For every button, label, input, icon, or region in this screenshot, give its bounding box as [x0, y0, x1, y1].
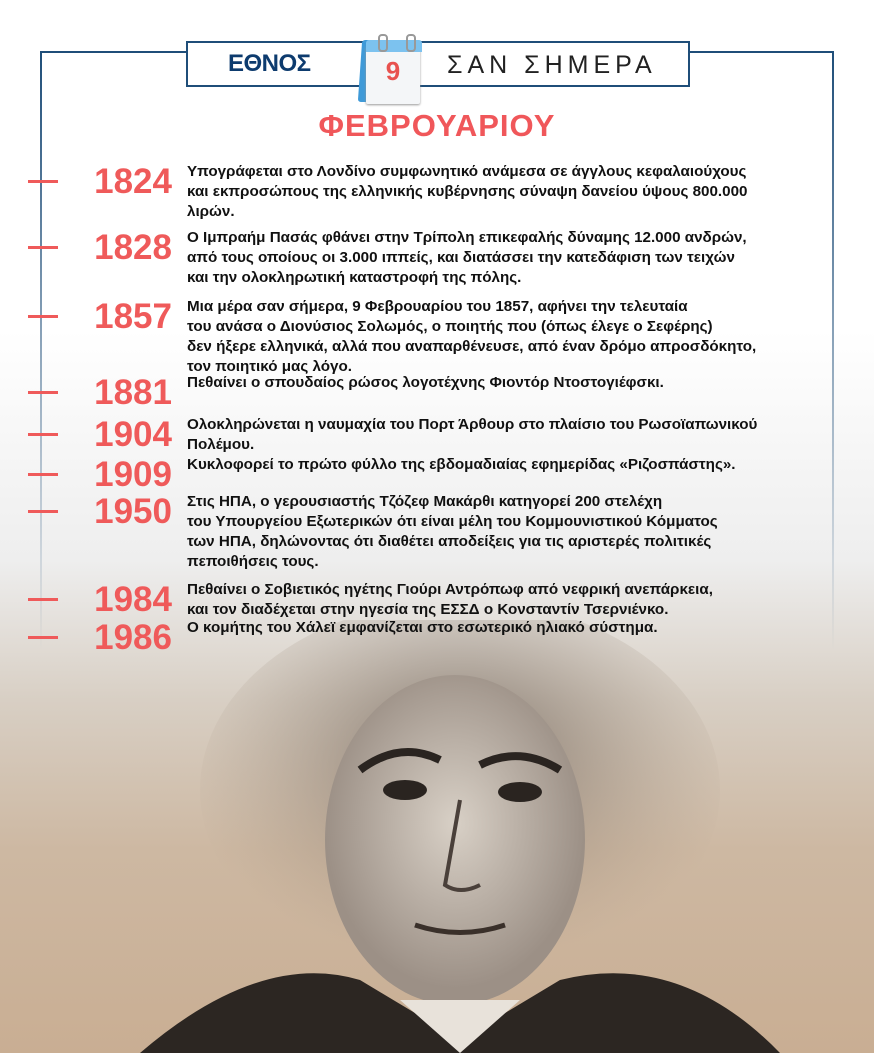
timeline-dash	[28, 246, 58, 249]
event-year: 1857	[94, 297, 172, 336]
event-year: 1904	[94, 415, 172, 454]
event-year: 1881	[94, 373, 172, 412]
timeline-dash	[28, 315, 58, 318]
event-text: Πεθαίνει ο Σοβιετικός ηγέτης Γιούρι Αντρόπωφ από νεφρική ανεπάρκεια, και τον διαδέχεται στην ηγεσία της ΕΣΣΔ ο Κονσταντίν Τσερνιένκο.	[187, 581, 713, 618]
event-text: Ο κομήτης του Χάλεϊ εμφανίζεται στο εσωτερικό ηλιακό σύστημα.	[187, 619, 658, 636]
event-text: Μια μέρα σαν σήμερα, 9 Φεβρουαρίου του 1857, αφήνει την τελευταία του ανάσα ο Διονύσιος Σολωμός, ο ποιητής που (όπως έλεγε ο Σεφέρης) δεν ήξερε ελληνικά, αλλά που αναπαρθένευσε, από έναν δρόμο απροσδόκητο, τον ποιητικό μας λόγο.	[187, 298, 757, 375]
timeline-dash	[28, 473, 58, 476]
month-title: ΦΕΒΡΟΥΑΡΙΟΥ	[318, 108, 556, 143]
event-text: Κυκλοφορεί το πρώτο φύλλο της εβδομαδιαίας εφημερίδας «Ριζοσπάστης».	[187, 456, 736, 473]
event-year: 1984	[94, 580, 172, 619]
event-text: Πεθαίνει ο σπουδαίος ρώσος λογοτέχνης Φιοντόρ Ντοστογιέφσκι.	[187, 374, 664, 391]
event-text: Υπογράφεται στο Λονδίνο συμφωνητικό ανάμεσα σε άγγλους κεφαλαιούχους και εκπροσώπους της ελληνικής κυβέρνησης σύναψη δανείου ύψους 800.000 λιρών.	[187, 163, 748, 220]
timeline-dash	[28, 433, 58, 436]
event-text: Στις ΗΠΑ, ο γερουσιαστής Τζόζεφ Μακάρθι κατηγορεί 200 στελέχη του Υπουργείου Εξωτερικών ότι είναι μέλη του Κομμουνιστικού Κόμματος των ΗΠΑ, δηλώνοντας ότι διαθέτει αποδείξεις για τις αριστερές πολιτικές πεποιθήσεις τους.	[187, 493, 718, 570]
timeline-dash	[28, 598, 58, 601]
calendar-icon	[354, 34, 426, 104]
calendar-day: 9	[385, 56, 401, 86]
timeline-dash	[28, 180, 58, 183]
event-year: 1909	[94, 455, 172, 494]
event-text: Ολοκληρώνεται η ναυμαχία του Πορτ Άρθουρ στο πλαίσιο του Ρωσοϊαπωνικού Πολέμου.	[187, 416, 758, 453]
event-year: 1824	[94, 162, 172, 201]
timeline-dash	[28, 391, 58, 394]
portrait-engraving	[60, 620, 820, 1053]
event-year: 1950	[94, 492, 172, 531]
event-year: 1986	[94, 618, 172, 657]
event-text: Ο Ιμπραήμ Πασάς φθάνει στην Τρίπολη επικεφαλής δύναμης 12.000 ανδρών, από τους οποίους οι 3.000 ιππείς, και διατάσσει την κατεδάφιση των τειχών και την ολοκληρωτική καταστροφή της πόλης.	[187, 229, 747, 286]
header-title: ΣΑΝ ΣΗΜΕΡΑ	[447, 51, 657, 79]
event-year: 1828	[94, 228, 172, 267]
timeline-dash	[28, 636, 58, 639]
brand-logo: ΕΘΝΟΣ	[228, 50, 311, 77]
timeline-dash	[28, 510, 58, 513]
